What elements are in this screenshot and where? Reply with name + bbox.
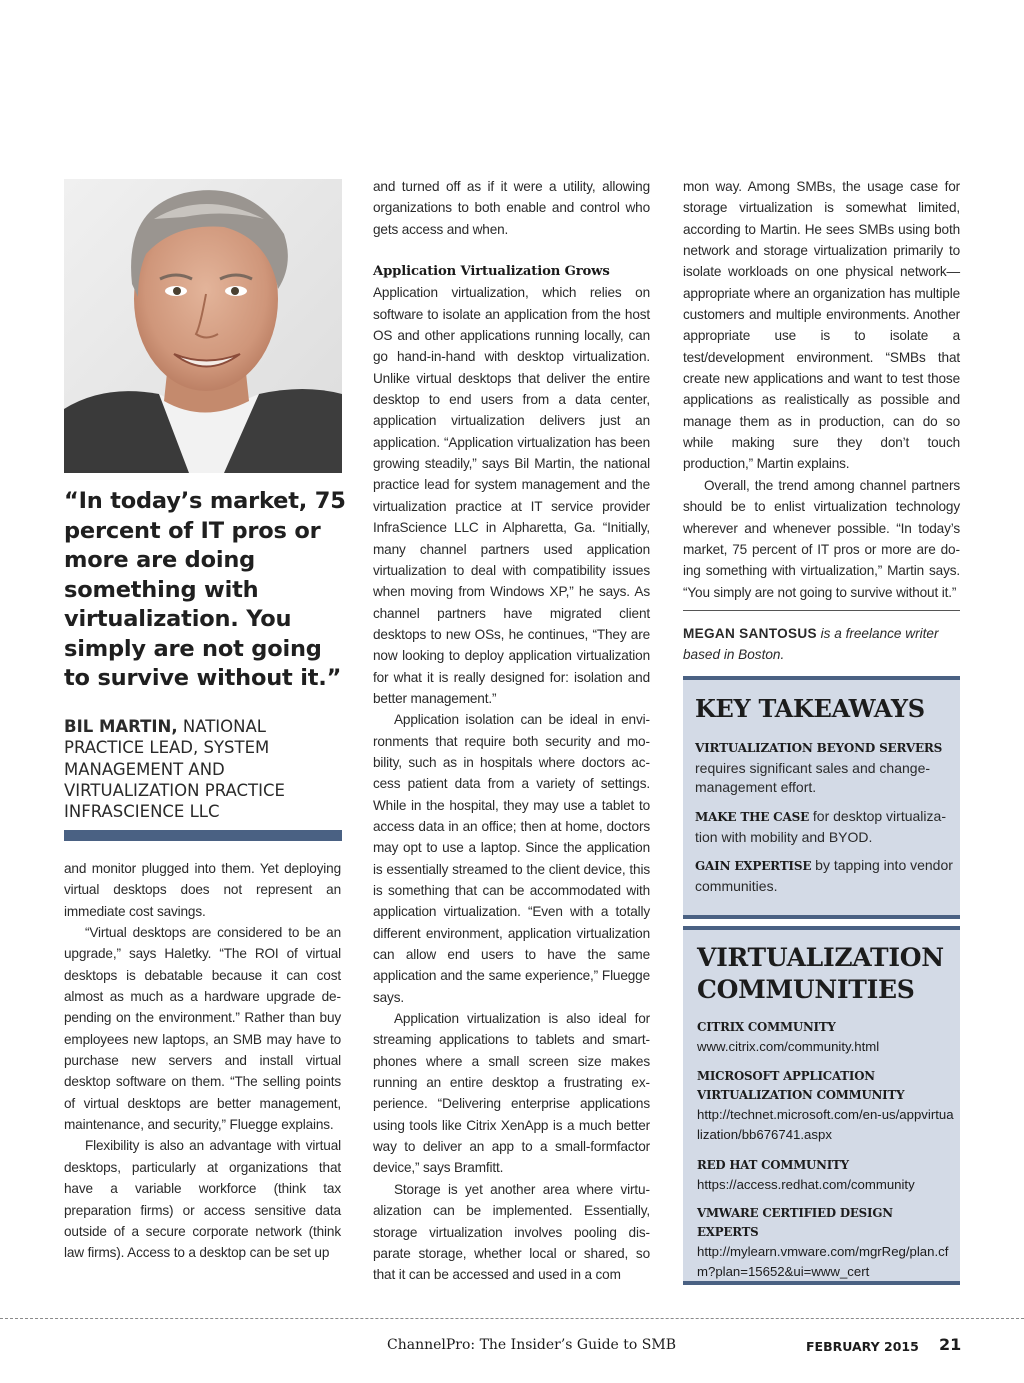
key-takeaways-title: KEY TAKEAWAYS: [695, 694, 925, 723]
quote-divider: [64, 830, 342, 841]
community-item: [697, 1204, 955, 1282]
paragraph: Overall, the trend among channel partners should be to enlist virtualization technology wherever and whenever possible. “In today’s market, 75 percent of IT pros or more are doing something with virtualization,” Martin says. “You simply are not going to survive without it.”: [683, 477, 960, 600]
takeaway-item: [695, 856, 953, 896]
paragraph: “Virtual desktops are considered to be an upgrade,” says Haletky. “The ROI of virtual desktops is debatable because it can cost almost as much as a hardware upgrade depending on the environment.” Rather than buy employees new laptops, an SMB may have to purchase new servers and install virtual desktop software on them. “The selling points of virtual desktops are better management, maintenance, and security,” Fluegge explains.: [64, 925, 341, 1133]
portrait-image: [64, 179, 342, 473]
community-link[interactable]: https://access.redhat.com/community: [697, 1177, 915, 1192]
community-link[interactable]: www.citrix.com/community.html: [697, 1039, 880, 1054]
paragraph: and monitor plugged into them. Yet deploying virtual desktops does not represent an immediate cost savings.: [64, 861, 341, 919]
paragraph: mon way. Among SMBs, the usage case for storage virtualization is somewhat limited, according to Martin. He sees SMBs using both network and storage virtualization primarily to isolate workloads on one physical network—appropriate where an organization has multiple customers and multiple environments. Another appropriate use is to isolate a test/development environment. “SMBs that create new applications and want to test those applications as realistically as possible and manage them as in production, can do so while making sure they don’t touch production,” Martin explains.: [683, 179, 960, 472]
paragraph: Application isolation can be ideal in environments that require both security and mobility, such as in hospitals where doctors access patient data from a variety of settings. While in the hospital, they may use a tablet to access data in an office; then at home, doctors may opt to use a laptop. Since the application is essentially streamed to the client device, this is something that can be accommodated with application virtualization. “Even with a totally different environment, application virtualization can allow end users to have the same application and the same experience,” Fluegge says.: [373, 712, 650, 1005]
body-column-3: [683, 176, 960, 603]
quote-attribution: [64, 716, 344, 822]
author-name: MEGAN SANTOSUS: [683, 626, 817, 641]
footer-date: FEBRUARY 2015: [806, 1339, 919, 1354]
paragraph: Application virtualization, which relies on software to isolate an application from the host OS and other applications running locally, can go hand-in-hand with desktop virtualization. Unlike virtual desktops that deliver the entire desktop to end users from a data center, application virtualization delivers just an application. “Application virtualization has been growing steadily,” says Bil Martin, the national practice lead for system management and the virtualization practice at IT service provider InfraScience LLC in Alpharetta, Ga. “Initially, many channel partners used application virtualization to deal with compatibility issues when moving from Windows XP,” he says. As channel partners have migrated client desktops to new OSs, he continues, “They are now looking to deploy application virtualization for what it is really designed for: isolation and better management.”: [373, 285, 650, 706]
takeaway-keyword: MAKE THE CASE: [695, 810, 810, 824]
community-item: [697, 1018, 955, 1057]
author-photo: [64, 179, 342, 473]
quote-attribution-name: BIL MARTIN,: [64, 717, 178, 736]
community-name: MICROSOFT APPLICATION VIRTUALIZATION COMMUNITY: [697, 1069, 905, 1102]
community-name: VMWARE CERTIFIED DESIGN EXPERTS: [697, 1206, 893, 1239]
takeaway-keyword: VIRTUALIZATION BEYOND SERVERS: [695, 741, 943, 755]
community-name: RED HAT COMMUNITY: [697, 1158, 849, 1172]
pull-quote: “In today’s market, 75 percent of IT pros or more are doing something with virtualization. You simply are not going to survive without it.”: [64, 488, 346, 691]
body-column-1: [64, 858, 341, 1264]
paragraph: Application virtualization is also ideal for streaming applications to tablets and smartphones where a small screen size makes running an entire desktop a frustrating experience. “Delivering enterprise applications using tools like Citrix XenApp is a much better way to deliver an app to a small-formfactor device,” says Bramfitt.: [373, 1011, 650, 1176]
footer-divider: [0, 1318, 1024, 1319]
community-link[interactable]: http://mylearn.vmware.com/mgrReg/plan.cfm?plan=15652&ui=www_cert: [697, 1244, 949, 1279]
community-link[interactable]: http://technet.microsoft.com/en-us/appvirtualization/bb676741.aspx: [697, 1107, 954, 1142]
takeaway-item: [695, 738, 953, 798]
author-divider: [683, 610, 960, 611]
communities-box: [683, 926, 960, 1285]
body-column-2: [373, 176, 650, 1286]
quote-attribution-title: NATIONAL PRACTICE LEAD, SYSTEM MANAGEMENT AND VIRTUALIZATION PRACTICE INFRASCIENCE LLC: [64, 717, 285, 822]
author-description: is a freelance writer based in Boston.: [683, 626, 939, 663]
takeaway-text: by tapping into vendor communities.: [695, 857, 953, 894]
key-takeaways-box: [683, 676, 960, 919]
paragraph: and turned off as if it were a utility, allowing organizations to both enable and control who gets access and when.: [373, 179, 650, 237]
footer-publication: ChannelPro: The Insider’s Guide to SMB: [387, 1337, 676, 1353]
takeaway-text: requires significant sales and changemanagement effort.: [695, 759, 931, 795]
page-number: 21: [939, 1335, 962, 1354]
paragraph: Flexibility is also an advantage with virtual desktops, particularly at organizations that have a variable workforce (think tax preparation firms) or access sensitive data outside of a secure corporate network (think law firms). Access to a desktop can be set up: [64, 1138, 341, 1261]
takeaway-item: [695, 807, 953, 847]
community-name: CITRIX COMMUNITY: [697, 1020, 836, 1034]
communities-title: VIRTUALIZATION COMMUNITIES: [697, 943, 944, 1004]
community-item: [697, 1156, 955, 1195]
paragraph: Storage is yet another area where virtualization can be implemented. Essentially, storage virtualization involves pooling disparate storage, whether local or shared, so that it can be accessed and used in a com: [373, 1181, 650, 1283]
author-bio: [683, 623, 960, 666]
section-heading: Application Virtualization Grows: [373, 264, 610, 280]
community-item: [697, 1067, 955, 1145]
takeaway-keyword: GAIN EXPERTISE: [695, 859, 812, 873]
takeaway-text: for desktop virtualization with mobility and BYOD.: [695, 808, 946, 845]
